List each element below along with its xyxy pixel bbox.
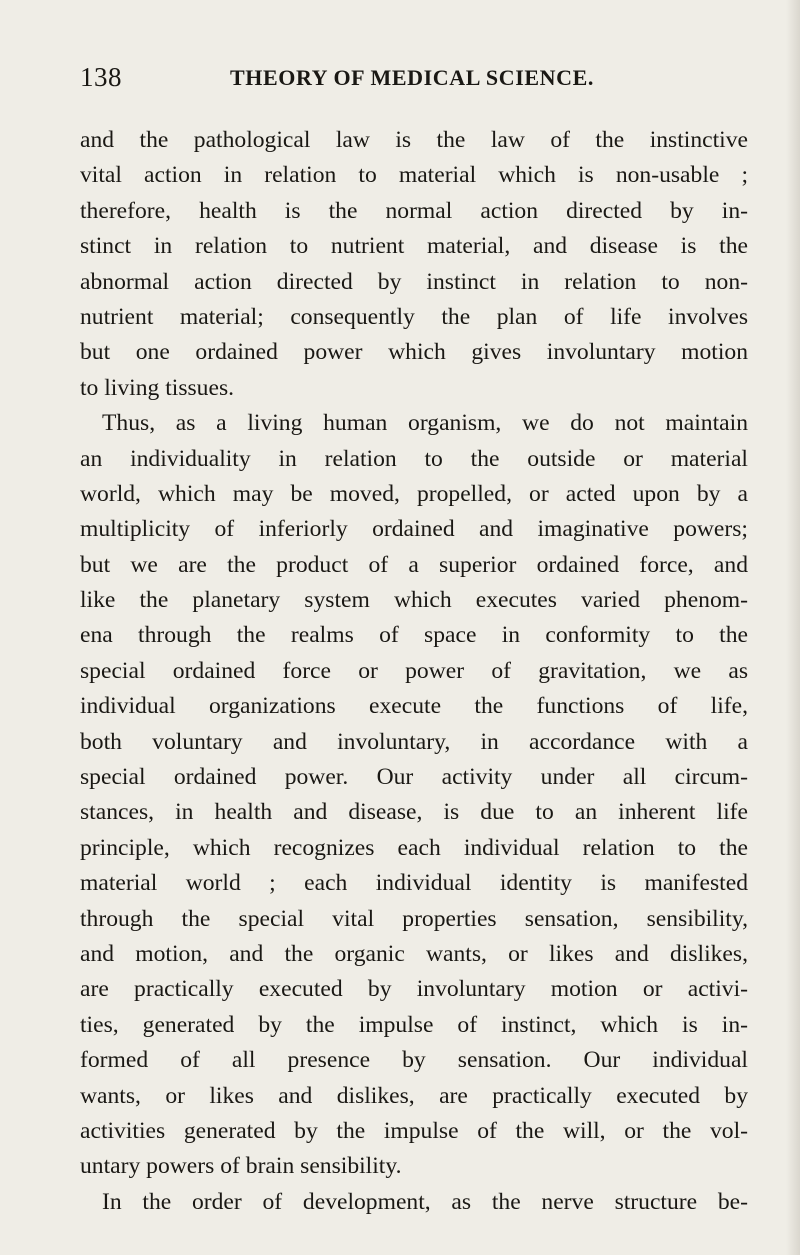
text-line: ties, generated by the impulse of instinct, which is in- [80,1011,748,1038]
paragraph-start-line: Thus, as a living human organism, we do not maintain [102,410,748,437]
running-head [80,62,750,98]
page-number: 138 [80,62,122,92]
text-line: ena through the realms of space in conformity to the [80,622,748,649]
text-line: special ordained power. Our activity under all circum- [80,764,748,791]
text-line: and motion, and the organic wants, or likes and dislikes, [80,940,748,967]
text-line: both voluntary and involuntary, in accordance with a [80,728,748,755]
text-line: and the pathological law is the law of the instinctive [80,127,748,153]
text-line: abnormal action directed by instinct in relation to non- [80,268,748,295]
text-line: formed of all presence by sensation. Our individual [80,1047,748,1074]
text-line: material world ; each individual identity is manifested [80,870,748,897]
text-line: vital action in relation to material which is non-usable ; [80,162,748,189]
text-line: activities generated by the impulse of the will, or the vol- [80,1117,748,1144]
text-line: an individuality in relation to the outside or material [80,445,748,472]
page-edge-shadow [786,0,800,1255]
paragraph-end-line: untary powers of brain sensibility. [80,1153,402,1180]
text-line: individual organizations execute the functions of life, [80,693,748,720]
text-line: principle, which recognizes each individual relation to the [80,834,748,861]
text-line: are practically executed by involuntary motion or activi- [80,976,748,1003]
text-line: wants, or likes and dislikes, are practically executed by [80,1082,748,1109]
paragraph-end-line: to living tissues. [80,374,235,401]
text-line: nutrient material; consequently the plan of life involves [80,303,748,330]
text-line: multiplicity of inferiorly ordained and imaginative powers; [80,516,748,543]
text-line: like the planetary system which executes varied phenom- [80,587,748,614]
paragraph-start-line: In the order of development, as the nerve structure be- [102,1188,748,1215]
text-line: world, which may be moved, propelled, or acted upon by a [80,480,748,507]
body-text [80,123,748,1220]
text-line: but we are the product of a superior ordained force, and [80,551,748,578]
text-line: special ordained force or power of gravitation, we as [80,657,748,684]
text-line: through the special vital properties sensation, sensibility, [80,905,748,932]
text-line: but one ordained power which gives involuntary motion [80,339,748,366]
text-line: stinct in relation to nutrient material, and disease is the [80,233,748,260]
running-title: THEORY OF MEDICAL SCIENCE. [230,65,595,90]
text-line: therefore, health is the normal action directed by in- [80,197,748,224]
text-line: stances, in health and disease, is due to an inherent life [80,799,748,826]
